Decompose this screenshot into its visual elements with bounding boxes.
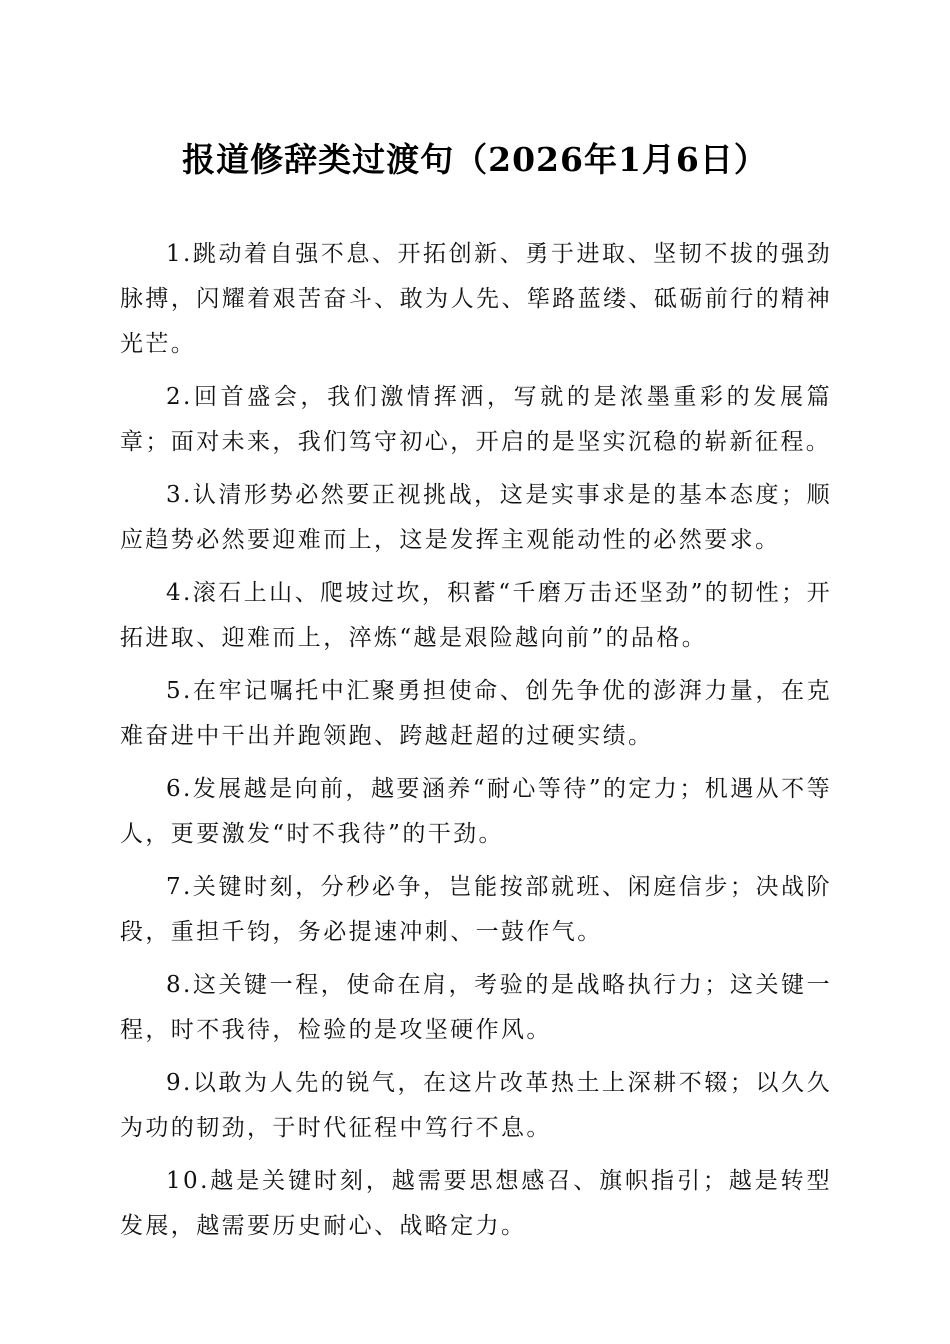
paragraph-9: 9.以敢为人先的锐气，在这片改革热土上深耕不辍；以久久为功的韧劲，于时代征程中笃行不息。 (120, 1070, 832, 1141)
paragraph-5: 5.在牢记嘱托中汇聚勇担使命、创先争优的澎湃力量，在克难奋进中干出并跑领跑、跨越赶超的过硬实绩。 (120, 678, 832, 749)
paragraph-1: 1.跳动着自强不息、开拓创新、勇于进取、坚韧不拔的强劲脉搏，闪耀着艰苦奋斗、敢为人先、筚路蓝缕、砥砺前行的精神光芒。 (120, 241, 832, 357)
paragraph-3: 3.认清形势必然要正视挑战，这是实事求是的基本态度；顺应趋势必然要迎难而上，这是发挥主观能动性的必然要求。 (120, 482, 832, 553)
paragraph-8: 8.这关键一程，使命在肩，考验的是战略执行力；这关键一程，时不我待，检验的是攻坚硬作风。 (120, 972, 832, 1043)
paragraph-7: 7.关键时刻，分秒必争，岂能按部就班、闲庭信步；决战阶段，重担千钧，务必提速冲刺、一鼓作气。 (120, 874, 832, 945)
paragraph-6: 6.发展越是向前，越要涵养“耐心等待”的定力；机遇从不等人，更要激发“时不我待”的干劲。 (120, 776, 832, 847)
document-title: 报道修辞类过渡句（2026年1月6日） (182, 140, 768, 179)
paragraph-2: 2.回首盛会，我们激情挥洒，写就的是浓墨重彩的发展篇章；面对未来，我们笃守初心，开启的是坚实沉稳的崭新征程。 (120, 384, 832, 455)
document-body (120, 232, 832, 1257)
paragraph-4: 4.滚石上山、爬坡过坎，积蓄“千磨万击还坚劲”的韧性；开拓进取、迎难而上，淬炼“越是艰险越向前”的品格。 (120, 580, 832, 651)
paragraph-10: 10.越是关键时刻，越需要思想感召、旗帜指引；越是转型发展，越需要历史耐心、战略定力。 (120, 1168, 832, 1239)
